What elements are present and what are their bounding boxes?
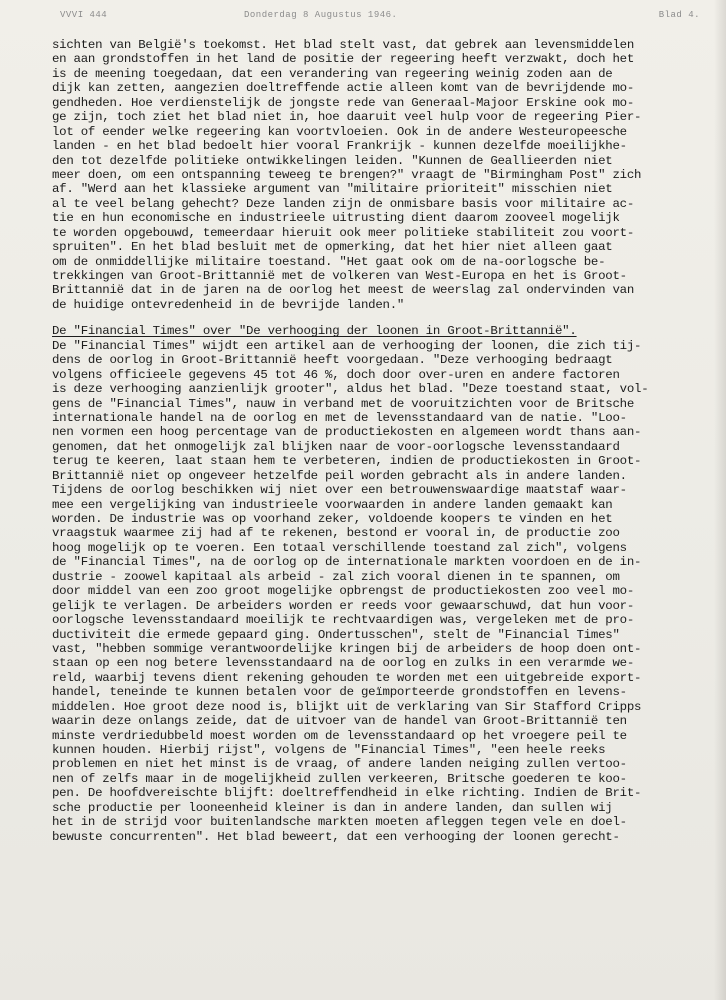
text-line: al te veel belang gehecht? Deze landen zijn de onmisbare basis voor militaire ac- [52,196,635,211]
text-line: meer doen, om een ontspanning teweeg te brengen?" vraagt de "Birmingham Post" zich [52,167,642,182]
text-line: gelijk te verlagen. De arbeiders worden er reeds voor gewaarschuwd, dat hun voor- [52,598,635,613]
text-line: sichten van België's toekomst. Het blad stelt vast, dat gebrek aan levensmiddelen [52,38,635,52]
text-line: ductiviteit die ermede gepaard ging. Ondertusschen", stelt de "Financial Times" [52,627,620,642]
text-line: trekkingen van Groot-Brittannië met de volkeren van West-Europa en het is Groot- [52,269,627,283]
text-line: reld, waarbij tevens dient rekening gehouden te worden met een uitgebreide export- [52,670,642,685]
text-line: te worden opgebouwd, temeerdaar hieruit ook meer politieke stabiliteit zou voort- [52,225,635,240]
text-line: middelen. Hoe groot deze nood is, blijkt uit de verklaring van Sir Stafford Cripps [52,699,642,714]
header-date: Donderdag 8 Augustus 1946. [244,10,398,20]
text-line: gens de "Financial Times", nauw in verband met de vooruitzichten voor de Britsche [52,396,635,411]
page-header [60,4,700,22]
text-line: minste verdriedubbeld moest worden om de levensstandaard op het vroegere peil te [52,728,627,743]
text-line: het in de strijd voor buitenlandsche markten moeten afleggen tegen vele en doel- [52,815,627,830]
text-line: oorlogsche levensstandaard moeilijk te rechtvaardigen was, vergeleken met de pro- [52,613,635,628]
text-line: en aan grondstoffen in het land de positie der regeering heeft verzwakt, doch het [52,52,635,67]
text-line: vraagstuk waarmee zij had af te rekenen, bestond er vooral in, de productie zoo [52,526,620,541]
text-line: pen. De hoofdvereischte blijft: doeltreffendheid in elke richting. Indien de Brit- [52,786,642,801]
text-line: sche productie per looneenheid kleiner is dan in andere landen, dan sullen wij [52,800,613,815]
text-line: handel, teneinde te kunnen betalen voor de geïmporteerde grondstoffen en levens- [52,685,627,700]
header-reference: VVVI 444 [60,10,108,20]
text-line: landen - en het blad bedoelt hier vooral Frankrijk - kunnen dezelfde moeilijkhe- [52,139,627,154]
text-line: spruiten". En het blad besluit met de opmerking, dat het hier niet alleen gaat [52,240,613,255]
text-line: gendheden. Hoe verdienstelijk de jongste rede van Generaal-Majoor Erskine ook mo- [52,95,635,110]
text-line: dijk kan zetten, aangezien doeltreffende actie alleen komt van de bevrijdende mo- [52,81,635,96]
text-line: vast, "hebben sommige verantwoordelijke kringen bij de arbeiders de hoop doen ont- [52,641,642,656]
header-page-number: Blad 4. [658,10,700,20]
text-line: nen vormen een hoog percentage van de productiekosten en algemeen wordt thans aan- [52,425,642,440]
paragraph-gap [52,312,720,324]
text-line: nen of zelfs maar in de mogelijkheid zullen verkeeren, Britsche goederen te koo- [52,771,627,786]
text-line: mee een vergelijking van industrieele voorwaarden in andere landen gemaakt kan [52,497,613,512]
paragraph-financial-times-wages [52,339,720,844]
text-line: bewuste concurrenten". Het blad beweert, dat een verhooging der loonen gerecht- [52,829,620,844]
text-line: Brittannië dat in de jaren na de oorlog het meest de weerslag zal ondervinden van [52,283,635,298]
text-line: ge zijn, toch ziet het blad niet in, hoe daaruit veel hulp voor de regeering Pier- [52,110,642,125]
text-line: genomen, dat het onmogelijk zal blijken naar de voor-oorlogsche levensstandaard [52,439,620,454]
text-line: terug te keeren, laat staan hem te verbeteren, indien de productiekosten in Groot- [52,454,642,469]
text-line: kunnen houden. Hierbij rijst", volgens de "Financial Times", "een heele reeks [52,743,606,757]
text-line: dens de oorlog in Groot-Brittannië heeft voorgedaan. "Deze verhooging bedraagt [52,353,613,368]
paragraph-belgium-outlook [52,38,720,312]
text-line: door middel van een zoo groot mogelijke opbrengst de productiekosten zoo veel mo- [52,584,635,599]
text-line: de huidige ontevredenheid in de bevrijde landen." [52,297,405,312]
text-line: tie en hun economische en industrieele uitrusting dient daarom zooveel mogelijk [52,211,620,226]
section-heading: De "Financial Times" over "De verhooging der loonen in Groot-Brittannië". [52,324,577,339]
text-line: De "Financial Times" wijdt een artikel aan de verhooging der loonen, die zich tij- [52,338,642,353]
text-line: is deze verhooging aanzienlijk grooter", aldus het blad. "Deze toestand staat, vol- [52,382,649,397]
text-line: den tot dezelfde politieke ontwikkelingen leiden. "Kunnen de Geallieerden niet [52,153,613,168]
document-body [52,38,720,844]
text-line: waarin deze onlangs zeide, dat de uitvoer van de handel van Groot-Brittannië ten [52,714,627,729]
text-line: worden. De industrie was op voorhand zeker, voldoende koopers te vinden en het [52,512,613,526]
text-line: om de onmiddellijke militaire toestand. "Het gaat ook om de na-oorlogsche be- [52,254,606,269]
text-line: Brittannië niet op ongeveer hetzelfde peil worden gebracht als in andere landen. [52,468,627,483]
text-line: de "Financial Times", na de oorlog op de internationale markten voordoen en de in- [52,555,642,570]
text-line: hoog mogelijk op te voeren. Een totaal verschillende toestand zal zich", volgens [52,540,627,555]
text-line: staan op een nog betere levensstandaard na de oorlog en zulks in een verarmde we- [52,656,635,671]
text-line: Tijdens de oorlog beschikken wij niet over een betrouwenswaardige maatstaf waar- [52,483,627,498]
text-line: lot of eender welke regeering kan voortvloeien. Ook in de andere Westeuropeesche [52,124,627,139]
text-line: problemen en niet het minst is de vraag, of andere landen neiging zullen vertoo- [52,757,627,772]
text-line: internationale handel na de oorlog en met de levensstandaard van de natie. "Loo- [52,410,627,425]
text-line: af. "Werd aan het klassieke argument van "militaire prioriteit" misschien niet [52,182,613,197]
text-line: is de meening toegedaan, dat een verandering van regeering weinig zoden aan de [52,66,613,81]
text-line: volgens officieele gegevens 45 tot 46 %, doch door over-uren en andere factoren [52,367,620,382]
text-line: dustrie - zoowel kapitaal als arbeid - zal zich vooral dienen in te spannen, om [52,569,620,584]
